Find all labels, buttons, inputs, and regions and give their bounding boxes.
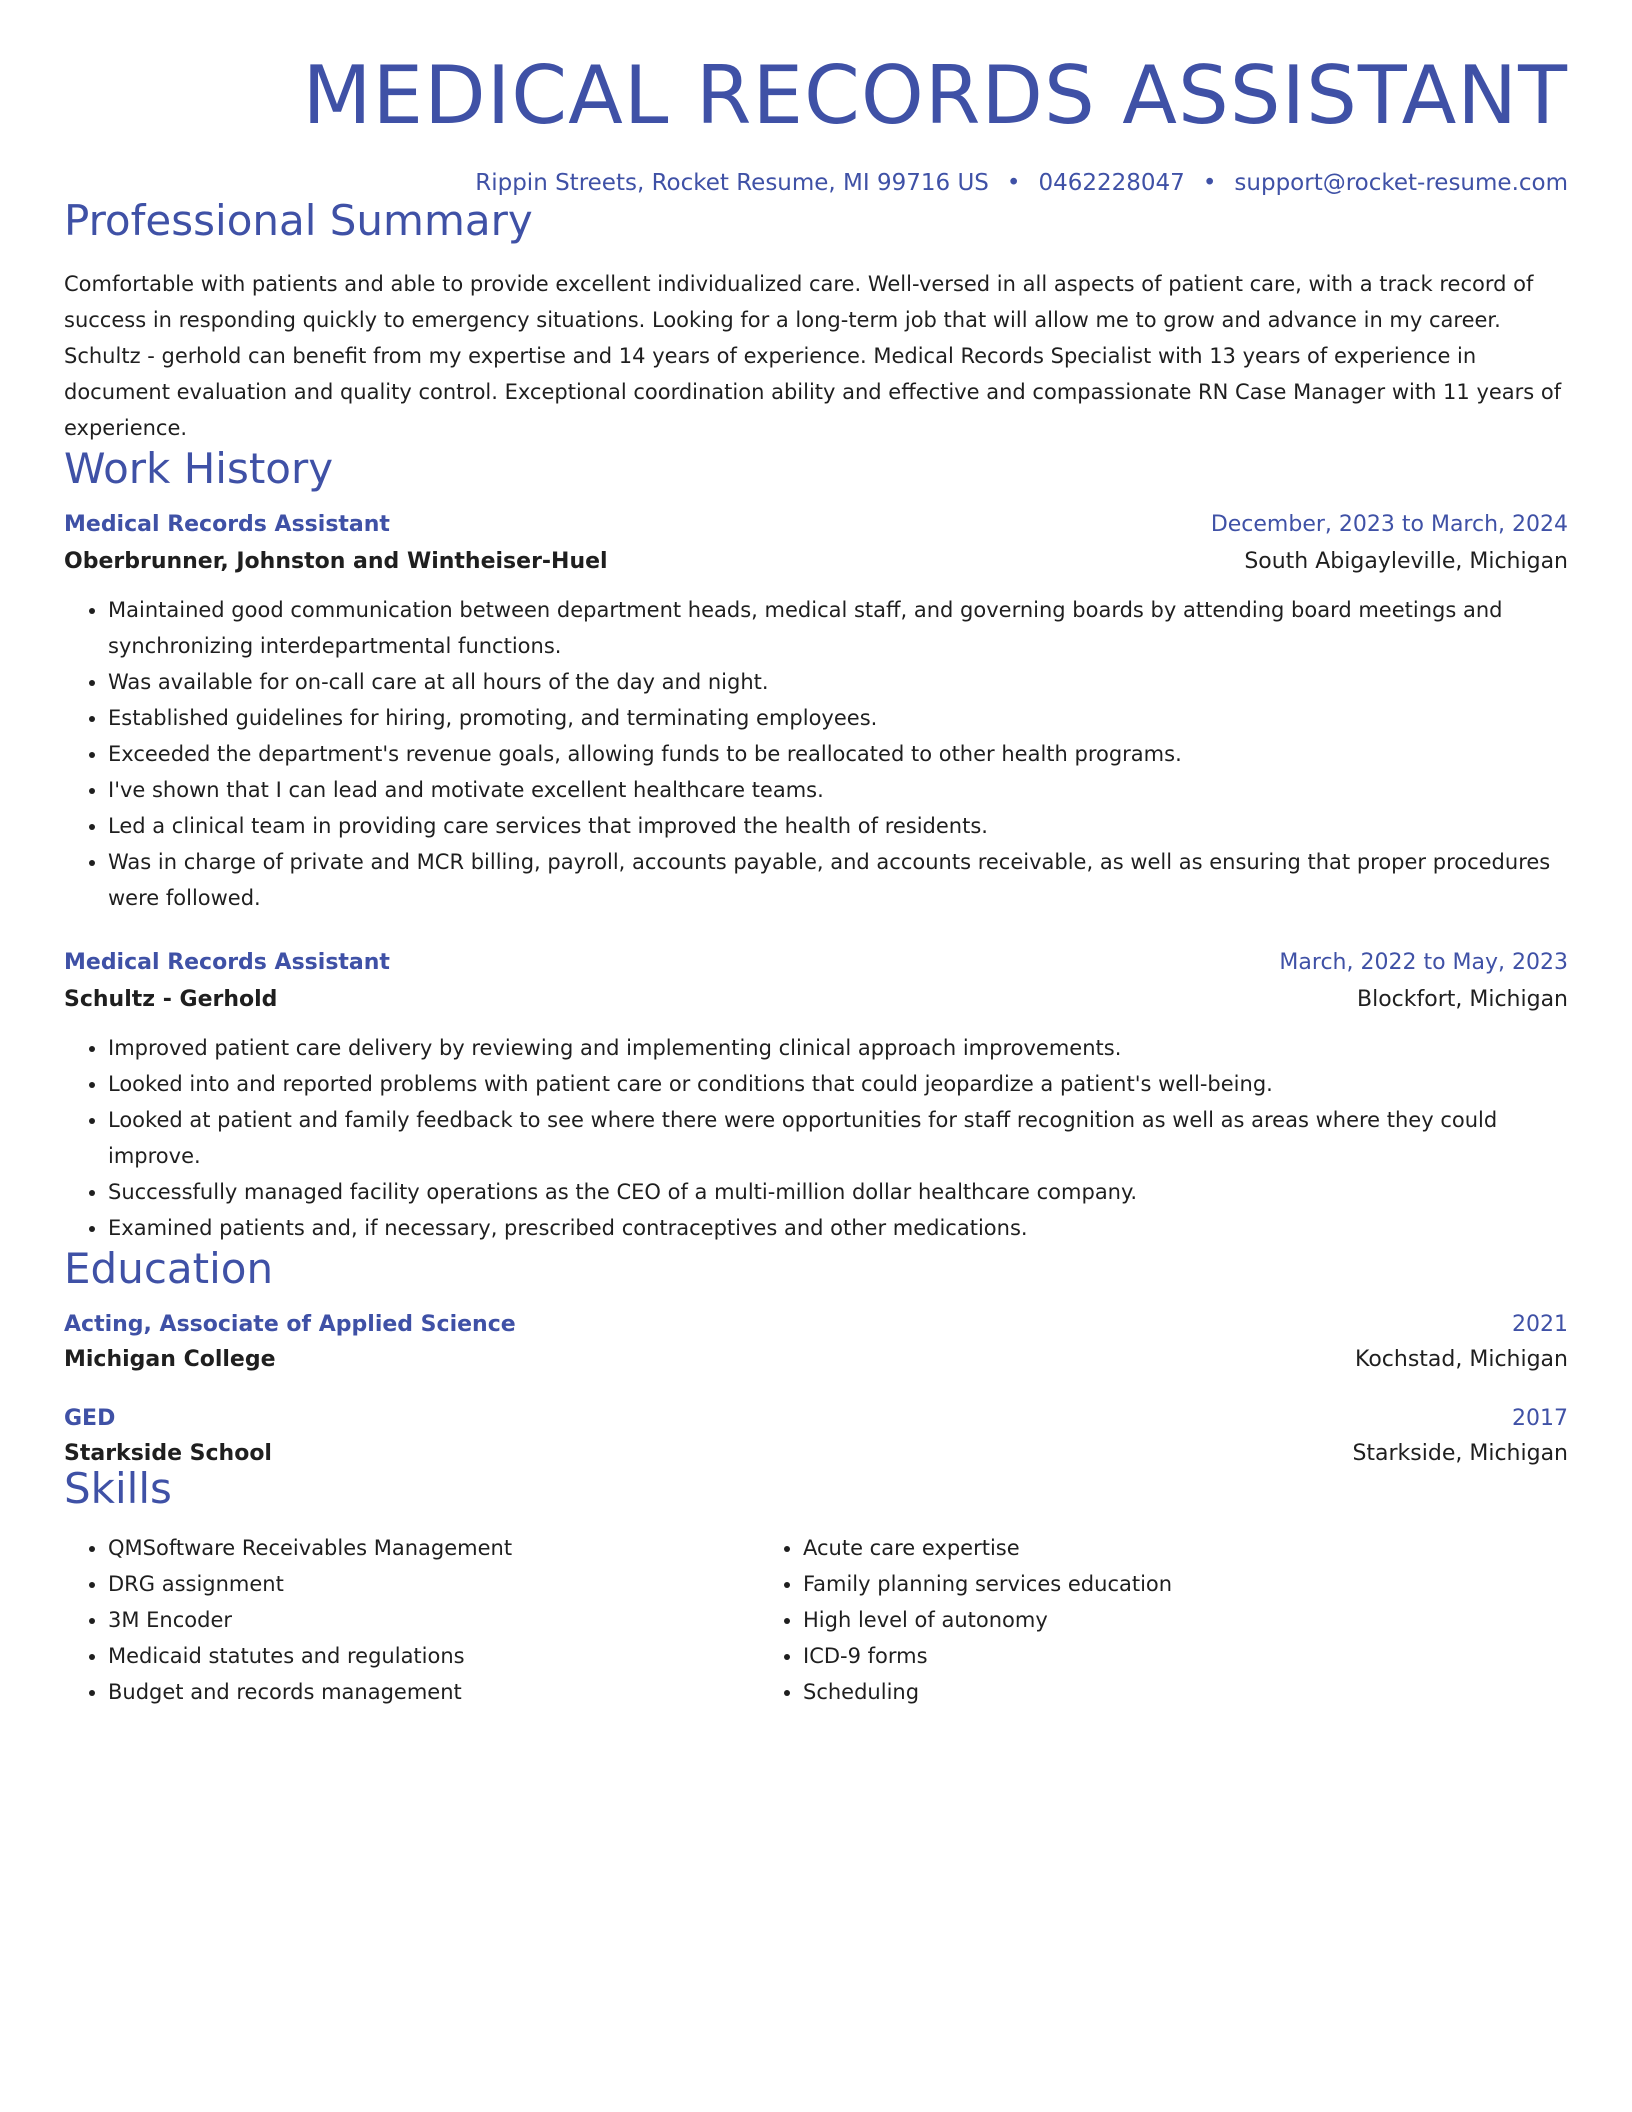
- summary-text: Comfortable with patients and able to provide excellent individualized care. Well-versed in all aspects of patient care, with a track record of success in responding quickly to emergency situations. Looking for a long-term job that will allow me to grow and advance in my career. Schultz - gerhold can benefit from my expertise and 14 years of experience. Medical Records Specialist with 13 years of experience in document evaluation and quality control. Exceptional coordination ability and effective and compassionate RN Case Manager with 11 years of experience.: [64, 271, 1562, 440]
- education-year: 2021: [1512, 1312, 1568, 1338]
- job-duty: • Looked at patient and family feedback to see where there were opportunities for staff recognition as well as areas where they could improve.: [108, 1102, 1568, 1174]
- work-history-heading: Work History: [64, 443, 334, 493]
- education-location: Kochstad, Michigan: [1355, 1347, 1568, 1373]
- education-school: Michigan College: [64, 1347, 276, 1373]
- education-entry: [64, 1312, 1568, 1372]
- skills-columns: [64, 1530, 1568, 1710]
- skill-item: • 3M Encoder: [108, 1602, 759, 1638]
- job-company: Schultz - Gerhold: [64, 986, 278, 1012]
- contact-separator: •: [1202, 170, 1217, 196]
- job-duty: • Examined patients and, if necessary, prescribed contraceptives and other medications.: [108, 1210, 1568, 1246]
- skills-heading: Skills: [64, 1464, 172, 1514]
- job-duty: • Established guidelines for hiring, promoting, and terminating employees.: [108, 700, 1568, 736]
- job-entry: [64, 512, 1568, 916]
- contact-email: support@rocket-resume.com: [1234, 170, 1568, 196]
- skills-list-left: [64, 1530, 759, 1710]
- job-duty: • Was available for on-call care at all hours of the day and night.: [108, 664, 1568, 700]
- job-duty: • Was in charge of private and MCR billing, payroll, accounts payable, and accounts receivable, as well as ensuring that proper procedures were followed.: [108, 844, 1568, 916]
- education-school: Starkside School: [64, 1441, 272, 1467]
- contact-line: [64, 170, 1568, 198]
- job-entry: [64, 950, 1568, 1246]
- job-company: Oberbrunner, Johnston and Wintheiser-Huel: [64, 548, 608, 574]
- job-duty: • Looked into and reported problems with patient care or conditions that could jeopardize a patient's well-being.: [108, 1066, 1568, 1102]
- job-title: Medical Records Assistant: [64, 949, 390, 975]
- job-duty: • Exceeded the department's revenue goals, allowing funds to be reallocated to other health programs.: [108, 736, 1568, 772]
- job-dates: December, 2023 to March, 2024: [1210, 511, 1568, 537]
- skill-item: • Acute care expertise: [803, 1530, 1454, 1566]
- skills-list-right: [759, 1530, 1454, 1710]
- contact-address: Rippin Streets, Rocket Resume, MI 99716 US: [475, 170, 989, 196]
- skill-item: • Scheduling: [803, 1674, 1454, 1710]
- job-duty: • Successfully managed facility operations as the CEO of a multi-million dollar healthcare company.: [108, 1174, 1568, 1210]
- skill-item: • QMSoftware Receivables Management: [108, 1530, 759, 1566]
- job-dates: March, 2022 to May, 2023: [1279, 949, 1568, 975]
- job-duty: • Maintained good communication between department heads, medical staff, and governing boards by attending board meetings and synchronizing interdepartmental functions.: [108, 592, 1568, 664]
- education-degree: Acting, Associate of Applied Science: [64, 1312, 516, 1338]
- summary-heading: Professional Summary: [64, 195, 533, 245]
- education-heading: Education: [64, 1243, 274, 1293]
- skill-item: • Family planning services education: [803, 1566, 1454, 1602]
- education-location: Starkside, Michigan: [1352, 1441, 1568, 1467]
- skill-item: • ICD-9 forms: [803, 1638, 1454, 1674]
- job-location: Blockfort, Michigan: [1357, 986, 1568, 1012]
- skill-item: • DRG assignment: [108, 1566, 759, 1602]
- job-location: South Abigayleville, Michigan: [1244, 548, 1568, 574]
- education-year: 2017: [1512, 1406, 1568, 1432]
- job-title: Medical Records Assistant: [64, 511, 390, 537]
- skill-item: • Budget and records management: [108, 1674, 759, 1710]
- job-duties-list: [64, 592, 1568, 916]
- skill-item: • High level of autonomy: [803, 1602, 1454, 1638]
- education-degree: GED: [64, 1406, 116, 1432]
- skill-item: • Medicaid statutes and regulations: [108, 1638, 759, 1674]
- contact-separator: •: [1006, 170, 1021, 196]
- job-duties-list: [64, 1030, 1568, 1246]
- education-entry: [64, 1406, 1568, 1466]
- job-duty: • Led a clinical team in providing care services that improved the health of residents.: [108, 808, 1568, 844]
- job-duty: • Improved patient care delivery by reviewing and implementing clinical approach improvements.: [108, 1030, 1568, 1066]
- contact-phone: 0462228047: [1038, 170, 1185, 196]
- page-title: MEDICAL RECORDS ASSISTANT: [302, 49, 1568, 142]
- job-duty: • I've shown that I can lead and motivate excellent healthcare teams.: [108, 772, 1568, 808]
